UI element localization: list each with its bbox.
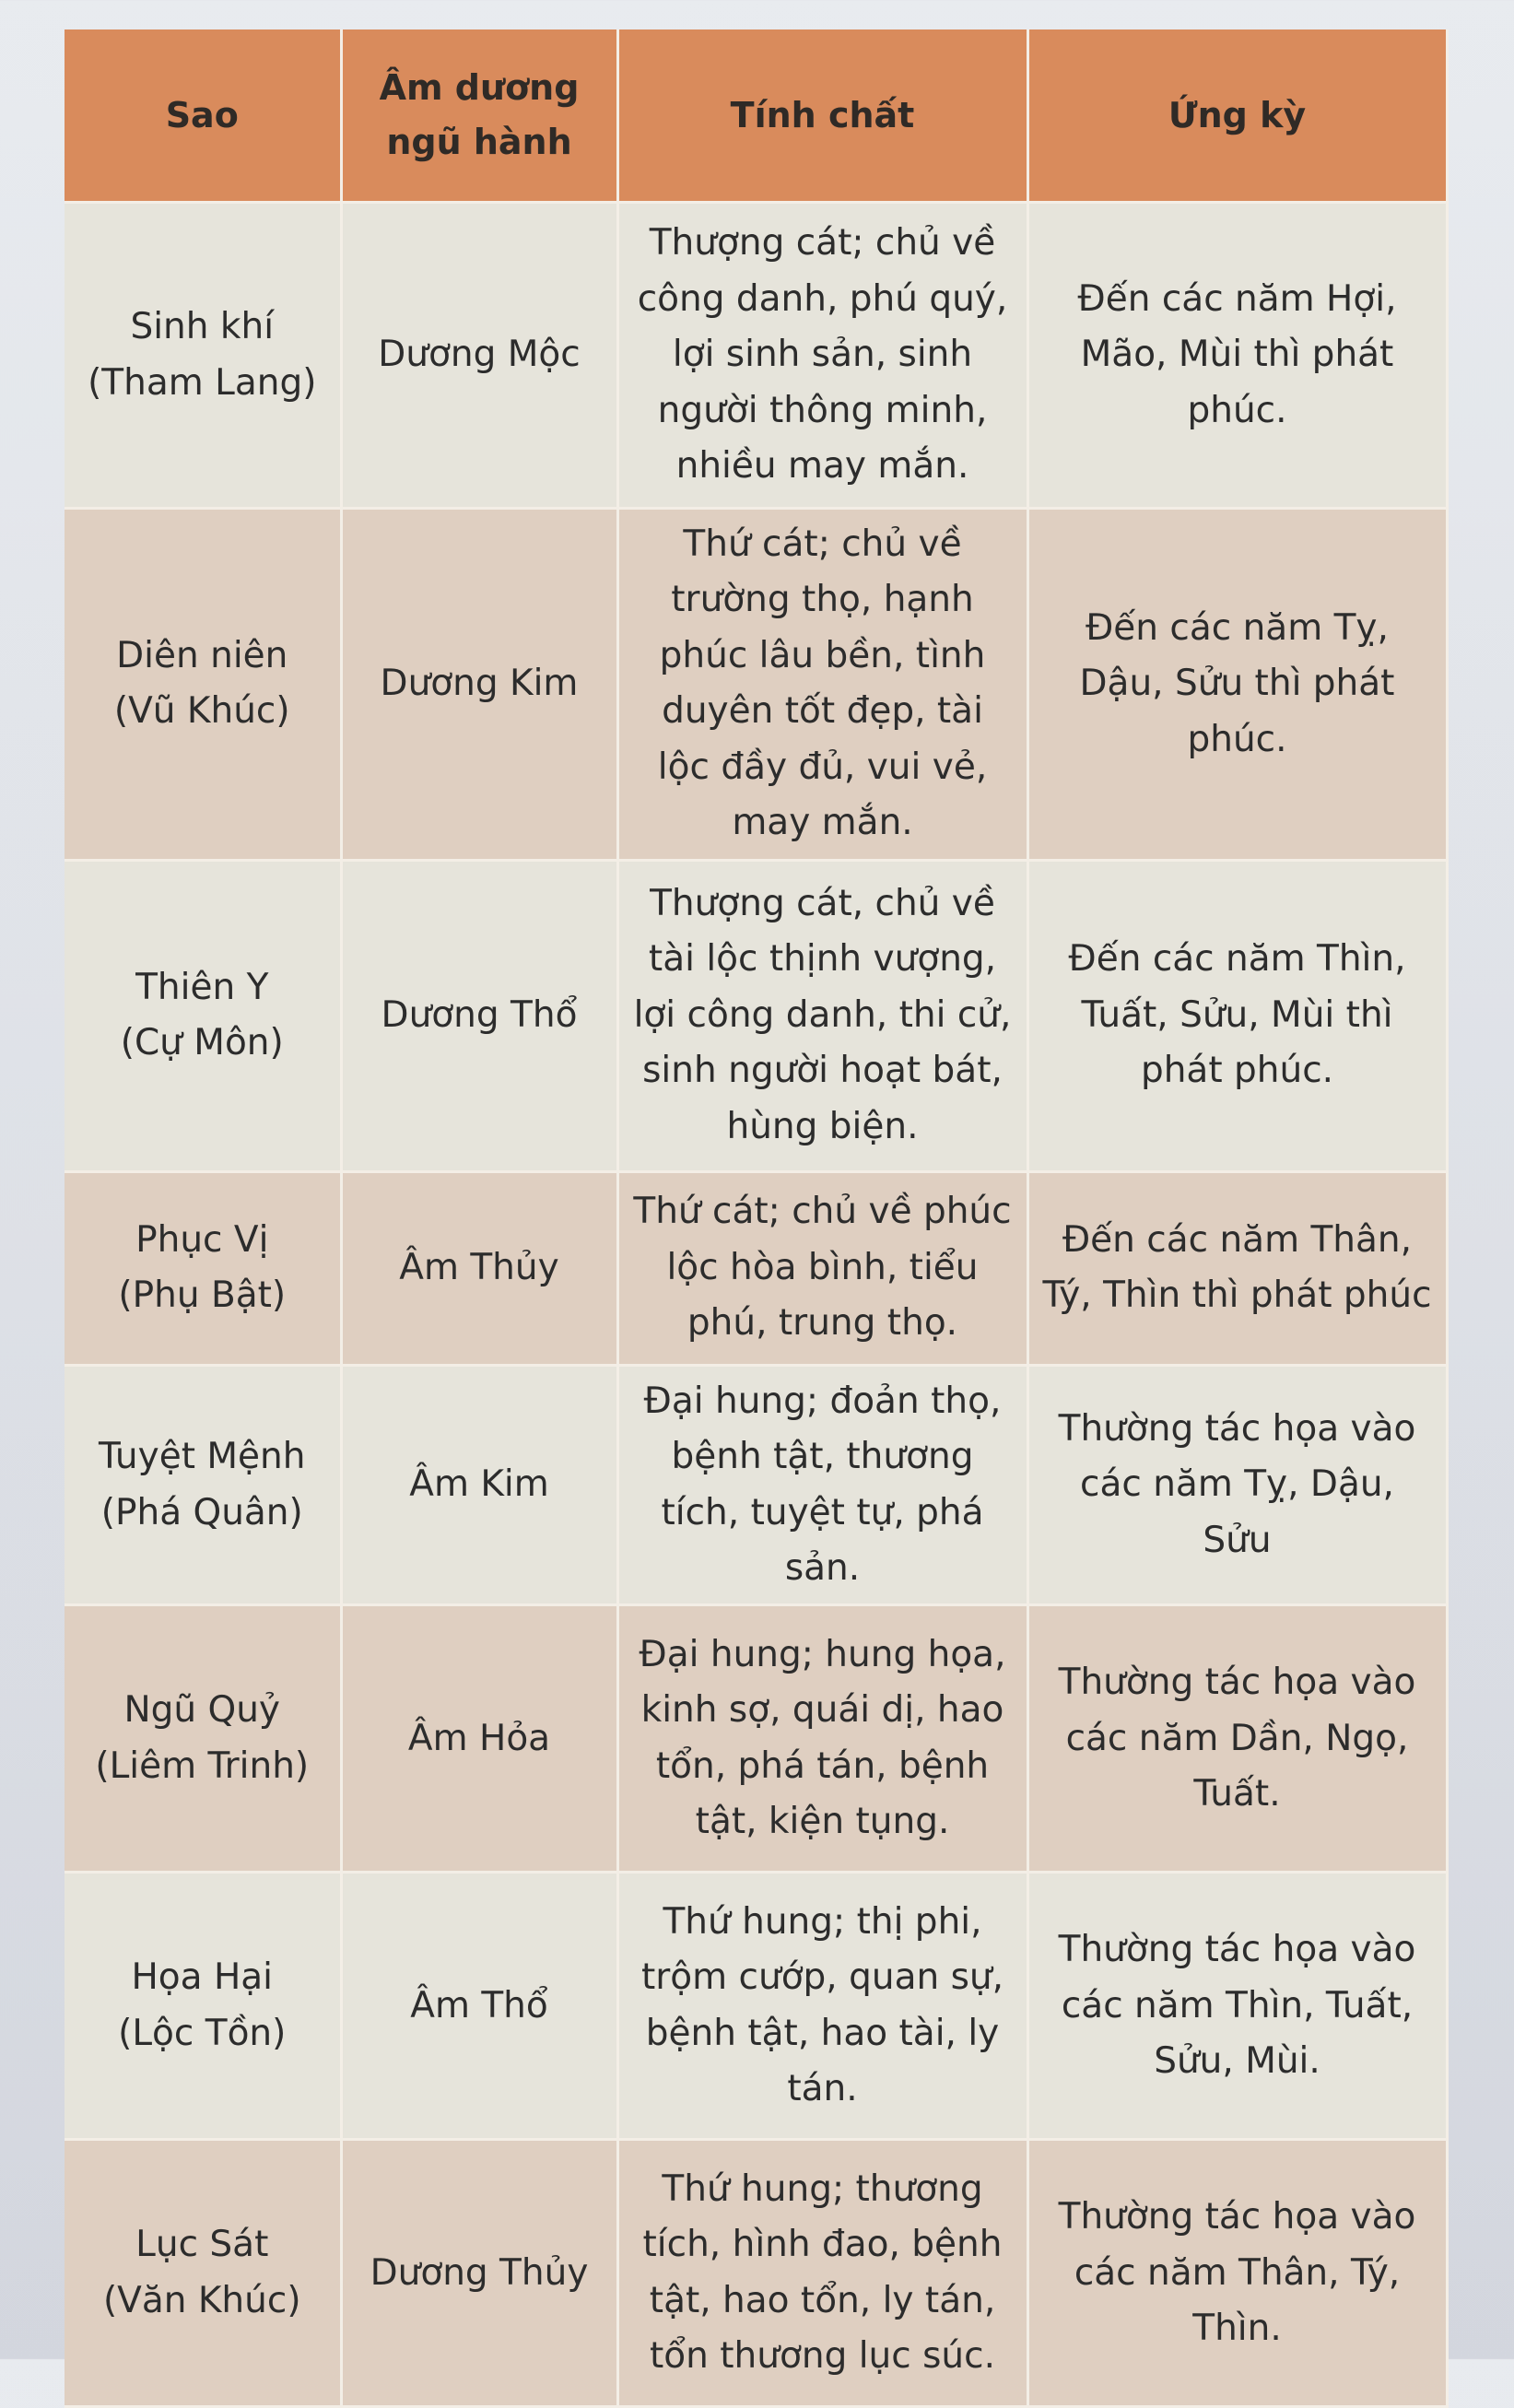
- header-sao: Sao: [65, 29, 341, 203]
- star-name-cell: [65, 2140, 341, 2407]
- nature-cell: Thượng cát; chủ về công danh, phú quý, lợi sinh sản, sinh người thông minh, nhiều may mắn.: [617, 203, 1027, 509]
- star-name-cell: [65, 1873, 341, 2140]
- header-tinh-chat: Tính chất: [617, 29, 1027, 203]
- element-cell: Dương Thổ: [341, 860, 617, 1171]
- star-name-cell: [65, 1365, 341, 1605]
- star-name: Sinh khí: [130, 306, 275, 348]
- element-cell: Âm Hỏa: [341, 1605, 617, 1873]
- nature-cell: Thượng cát, chủ về tài lộc thịnh vượng, lợi công danh, thi cử, sinh người hoạt bát, hùng biện.: [617, 860, 1027, 1171]
- star-alias: (Tham Lang): [88, 361, 317, 404]
- star-name-cell: [65, 860, 341, 1171]
- table-row: [65, 860, 1447, 1171]
- star-alias: (Cự Môn): [120, 1022, 284, 1064]
- star-alias: (Văn Khúc): [102, 2279, 301, 2321]
- table-row: [65, 509, 1447, 861]
- star-name-cell: [65, 509, 341, 861]
- star-name: Tuyệt Mệnh: [99, 1436, 306, 1478]
- star-name: Ngũ Quỷ: [123, 1689, 281, 1732]
- star-table: [65, 29, 1449, 2408]
- star-name: Lục Sát: [135, 2224, 269, 2266]
- timing-cell: Thường tác họa vào các năm Thân, Tý, Thìn.: [1027, 2140, 1447, 2407]
- star-name: Phục Vị: [135, 1218, 269, 1261]
- element-cell: Dương Thủy: [341, 2140, 617, 2407]
- timing-cell: Đến các năm Hợi, Mão, Mùi thì phát phúc.: [1027, 203, 1447, 509]
- table-row: [65, 203, 1447, 509]
- timing-cell: Đến các năm Thân, Tý, Thìn thì phát phúc: [1027, 1171, 1447, 1365]
- nature-cell: Đại hung; hung họa, kinh sợ, quái dị, hao tổn, phá tán, bệnh tật, kiện tụng.: [617, 1605, 1027, 1873]
- star-alias: (Phụ Bật): [118, 1274, 287, 1317]
- star-name: Diên niên: [116, 634, 288, 676]
- star-alias: (Vũ Khúc): [113, 690, 290, 733]
- element-cell: Âm Thủy: [341, 1171, 617, 1365]
- timing-cell: Đến các năm Tỵ, Dậu, Sửu thì phát phúc.: [1027, 509, 1447, 861]
- element-cell: Âm Kim: [341, 1365, 617, 1605]
- star-name-cell: [65, 203, 341, 509]
- nature-cell: Thứ hung; thương tích, hình đao, bệnh tật, hao tổn, ly tán, tổn thương lục súc.: [617, 2140, 1027, 2407]
- table-row: [65, 2140, 1447, 2407]
- nature-cell: Thứ cát; chủ về phúc lộc hòa bình, tiểu phú, trung thọ.: [617, 1171, 1027, 1365]
- timing-cell: Thường tác họa vào các năm Dần, Ngọ, Tuất.: [1027, 1605, 1447, 1873]
- star-alias: (Liêm Trinh): [95, 1744, 310, 1787]
- star-name-cell: [65, 1605, 341, 1873]
- timing-cell: Thường tác họa vào các năm Tỵ, Dậu, Sửu: [1027, 1365, 1447, 1605]
- table-row: [65, 1605, 1447, 1873]
- table-row: [65, 1171, 1447, 1365]
- element-cell: Dương Mộc: [341, 203, 617, 509]
- star-alias: (Lộc Tồn): [118, 2012, 287, 2054]
- element-cell: Âm Thổ: [341, 1873, 617, 2140]
- header-row: [65, 29, 1447, 203]
- table-row: [65, 1873, 1447, 2140]
- star-name: Thiên Y: [135, 966, 269, 1008]
- star-alias: (Phá Quân): [100, 1491, 303, 1533]
- star-name-cell: [65, 1171, 341, 1365]
- table-row: [65, 1365, 1447, 1605]
- nature-cell: Thứ cát; chủ về trường thọ, hạnh phúc lâu bền, tình duyên tốt đẹp, tài lộc đầy đủ, vui vẻ, may mắn.: [617, 509, 1027, 861]
- element-cell: Dương Kim: [341, 509, 617, 861]
- nature-cell: Đại hung; đoản thọ, bệnh tật, thương tích, tuyệt tự, phá sản.: [617, 1365, 1027, 1605]
- header-am-duong-ngu-hanh: Âm dương ngũ hành: [341, 29, 617, 203]
- timing-cell: Đến các năm Thìn, Tuất, Sửu, Mùi thì phát phúc.: [1027, 860, 1447, 1171]
- timing-cell: Thường tác họa vào các năm Thìn, Tuất, Sửu, Mùi.: [1027, 1873, 1447, 2140]
- nature-cell: Thứ hung; thị phi, trộm cướp, quan sự, bệnh tật, hao tài, ly tán.: [617, 1873, 1027, 2140]
- header-ung-ky: Ứng kỳ: [1027, 29, 1447, 203]
- star-name: Họa Hại: [131, 1956, 274, 1999]
